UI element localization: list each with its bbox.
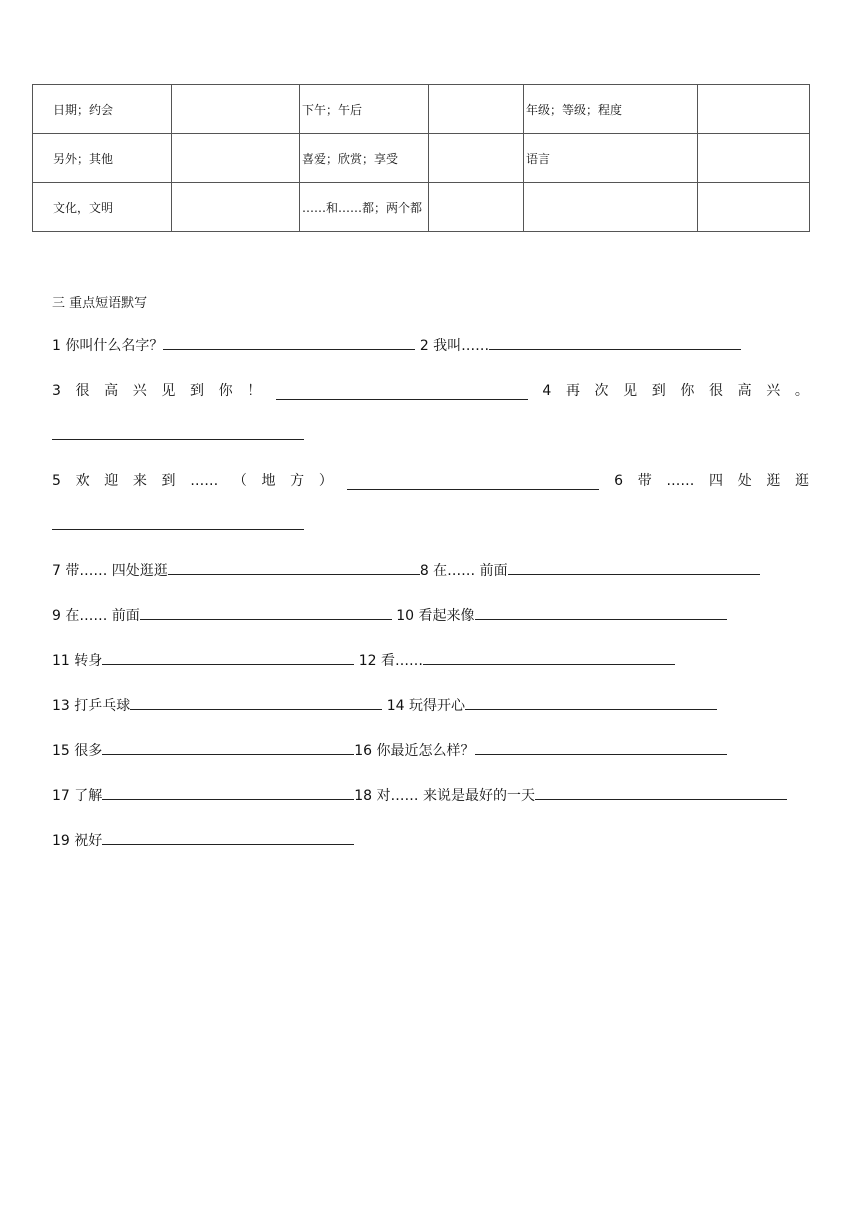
prompt-text: 18 对…… 来说是最好的一天 [354,788,535,804]
answer-blank[interactable] [130,697,382,710]
prompt-text: 9 在…… 前面 [52,608,140,624]
table-cell: 喜爱；欣赏；享受 [300,134,429,183]
prompt-text: 12 看…… [358,653,423,669]
table-row [33,85,810,134]
answer-blank[interactable] [347,477,599,490]
exercise-line [52,742,727,760]
prompt-char: 。 [794,383,809,399]
section-title: 三 重点短语默写 [52,296,148,311]
table-cell: ……和……都；两个都 [300,183,429,232]
answer-cell[interactable] [172,183,300,232]
prompt-text: 16 你最近怎么样？ [354,743,475,759]
answer-cell[interactable] [429,183,524,232]
exercise-line [52,337,741,355]
prompt-char: 兴 [766,383,781,399]
answer-blank[interactable] [475,742,727,755]
answer-blank[interactable] [423,652,675,665]
prompt-char: 4 [542,383,552,399]
exercise-line [52,832,354,850]
answer-blank[interactable] [102,787,354,800]
table-cell: 另外；其他 [33,134,172,183]
prompt-char: 欢 [75,473,90,489]
answer-blank[interactable] [475,607,727,620]
prompt-char: 方 [290,473,305,489]
prompt-char: 3 [52,383,61,399]
exercise-line [52,562,760,580]
answer-blank[interactable] [52,517,304,530]
table-row [33,183,810,232]
answer-blank[interactable] [102,742,354,755]
prompt-char: …… [190,473,219,489]
answer-blank[interactable] [276,387,528,400]
answer-blank[interactable] [465,697,717,710]
table-cell: 语言 [524,134,698,183]
answer-blank[interactable] [535,787,787,800]
prompt-char: …… [666,473,695,489]
exercise-line [52,382,809,400]
answer-cell[interactable] [698,134,810,183]
prompt-char: 处 [737,473,752,489]
answer-cell[interactable] [172,134,300,183]
prompt-char: 四 [709,473,724,489]
prompt-char: 到 [651,383,666,399]
prompt-char: 你 [218,383,233,399]
prompt-char: 逛 [766,473,781,489]
answer-blank[interactable] [168,562,420,575]
answer-blank[interactable] [102,652,354,665]
answer-cell[interactable] [698,85,810,134]
exercise-line [52,472,809,490]
answer-blank[interactable] [508,562,760,575]
prompt-char: 高 [104,383,119,399]
prompt-char: 迎 [104,473,119,489]
table-cell: 日期；约会 [33,85,172,134]
answer-cell[interactable] [429,134,524,183]
prompt-text: 10 看起来像 [396,608,475,624]
answer-blank[interactable] [489,337,741,350]
prompt-char: 6 [614,473,624,489]
prompt-char: 兴 [132,383,147,399]
prompt-text: 14 玩得开心 [386,698,465,714]
prompt-char: 很 [708,383,723,399]
prompt-char: 到 [189,383,204,399]
answer-cell[interactable] [429,85,524,134]
prompt-char: ！ [247,383,262,399]
table-row [33,134,810,183]
prompt-text: 11 转身 [52,653,103,669]
prompt-char: 次 [594,383,609,399]
exercise-line [52,787,787,805]
prompt-char: 带 [637,473,652,489]
answer-blank[interactable] [52,427,304,440]
prompt-char: 到 [161,473,176,489]
table-cell: 下午；午后 [300,85,429,134]
prompt-char: 来 [132,473,147,489]
prompt-text: 15 很多 [52,743,103,759]
prompt-char: 你 [680,383,695,399]
prompt-char: 见 [623,383,638,399]
prompt-text: 17 了解 [52,788,103,804]
exercise-line [52,517,304,535]
prompt-text: 1 你叫什么名字？ [52,338,164,354]
prompt-text: 13 打乒乓球 [52,698,131,714]
prompt-char: 逛 [795,473,809,489]
answer-blank[interactable] [163,337,415,350]
exercise-line [52,607,727,625]
prompt-char: 再 [565,383,580,399]
answer-blank[interactable] [140,607,392,620]
prompt-text: 19 祝好 [52,833,103,849]
prompt-text: 7 带…… 四处逛逛 [52,563,168,579]
prompt-char: 高 [737,383,752,399]
prompt-char: 见 [161,383,176,399]
prompt-char: ） [318,473,333,489]
exercise-line [52,697,717,715]
answer-blank[interactable] [102,832,354,845]
table-cell: 年级；等级；程度 [524,85,698,134]
prompt-text: 8 在…… 前面 [419,563,508,579]
prompt-char: 地 [261,473,276,489]
vocab-table [32,84,810,232]
exercise-line [52,427,304,445]
prompt-text: 2 我叫…… [419,338,490,354]
exercise-line [52,652,675,670]
prompt-char: 5 [52,473,61,489]
prompt-char: 很 [75,383,90,399]
answer-cell[interactable] [524,183,698,232]
prompt-char: （ [232,473,247,489]
table-cell: 文化，文明 [33,183,172,232]
answer-cell[interactable] [698,183,810,232]
answer-cell[interactable] [172,85,300,134]
